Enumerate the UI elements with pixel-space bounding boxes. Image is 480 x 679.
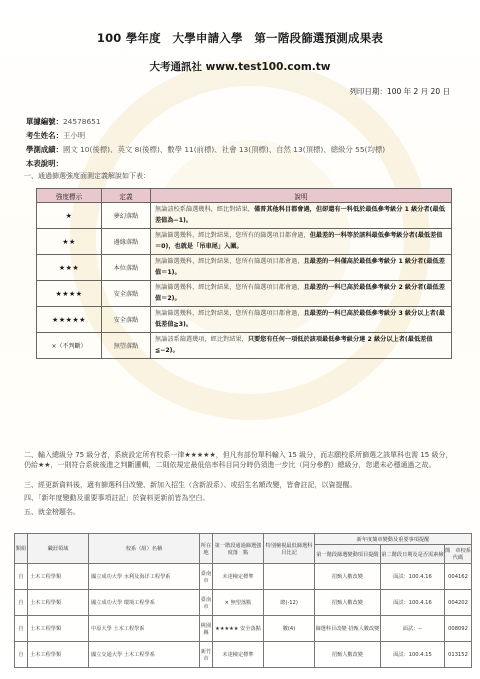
cell-school: 中原大學 土木工程學系 xyxy=(89,616,200,642)
cell-change-2: 面試：100.4.16 xyxy=(380,564,444,590)
cell-field: 土木工程學類 xyxy=(28,616,89,642)
legend-row xyxy=(37,307,452,333)
page-subtitle: 大考通訊社 www.test100.com.tw xyxy=(149,61,331,73)
cell-change-2: 面試：-- xyxy=(380,616,444,642)
col-location: 所在地 xyxy=(200,534,213,564)
cell-change-1: 招甄人數改變 xyxy=(315,642,381,668)
cell-school: 國立成功大學 環境工程學系 xyxy=(89,590,200,616)
cell-field: 土木工程學類 xyxy=(28,642,89,668)
legend-header-definition: 定義 xyxy=(102,189,151,203)
cell-group: 自 xyxy=(15,564,28,590)
student-scores-value: 國文 10(後標)、英文 8(後標)、數學 11(前標)、社會 13(頂標)、自然 13(頂標)、總級分 55(均標) xyxy=(62,145,386,154)
cell-group: 自 xyxy=(15,616,28,642)
student-id-row xyxy=(26,116,101,127)
student-id-label: 單據編號： xyxy=(26,117,63,126)
legend-row xyxy=(37,333,452,359)
cell-gap: 數(4) xyxy=(264,616,315,642)
cell-strength: 未達檢定標準 xyxy=(213,564,264,590)
note-2: 二、輸入總級分 75 級分者，系統設定所有校系一律★★★★★，但凡有部份單科輸入 15 級分，而志願校系所篩選之該單科也需 15 級分，仍給★★，一則符合系統後進之判斷邏輯，二則依規定最低倍率科目同分時仍須進一步比（同分參酌）總級分，您還未必穩通過之故。 xyxy=(24,451,453,469)
legend-header-strength: 強度標示 xyxy=(37,189,102,203)
results-table xyxy=(14,533,472,668)
legend-definition: 無望落點 xyxy=(102,333,151,359)
legend-definition: 邊緣落點 xyxy=(102,229,151,255)
cell-strength: ★★★★★ 安全落點 xyxy=(213,616,264,642)
col-change-2: 第二階段日期及是否需素檢 xyxy=(380,545,444,564)
note-1: 一、通過篩選強度面測定義解說如下表： xyxy=(24,172,150,180)
student-name-label: 考生姓名： xyxy=(26,131,63,140)
legend-definition: 夢幻落點 xyxy=(102,203,151,229)
legend-definition: 安全落點 xyxy=(102,281,151,307)
cell-change-2: 面試：100.4.16 xyxy=(380,590,444,616)
cell-field: 土木工程學類 xyxy=(28,564,89,590)
col-school: 校系（組）名稱 xyxy=(89,534,200,564)
table-row xyxy=(15,616,472,642)
legend-description: 無論該校系篩選幾科，經比對結果，僅普其他科目都會過，但卻還有一科低於最低參考級分 1 級分者(最低差值為−1)。 xyxy=(151,203,452,229)
legend-description: 無論篩選幾科，經比對結果，您所有篩選項目都會過，且最差的一科僅高於最低參考級分 1 級分者(最低差值＝1)。 xyxy=(151,255,452,281)
legend-stars: ★ xyxy=(37,203,102,229)
notes-heading xyxy=(26,158,63,169)
notes-label: 本表說明： xyxy=(26,159,63,168)
col-code: 簡 章校系代碼 xyxy=(445,545,472,564)
cell-location: 桃園縣 xyxy=(200,616,213,642)
legend-row xyxy=(37,229,452,255)
cell-change-1: 招甄人數改變 xyxy=(315,590,381,616)
cell-code: 013152 xyxy=(445,642,472,668)
legend-row xyxy=(37,281,452,307)
note-5: 五、就金榜題名。 xyxy=(24,508,80,516)
strength-legend-table xyxy=(36,188,452,359)
cell-code: 008092 xyxy=(445,616,472,642)
col-strength: 第一階段通過篩選強度落 點 xyxy=(213,534,264,564)
legend-description: 無論篩選幾科，經比對結果，您所有篩選項目都會過，且最差的一科已高於最低參考級分 2 級分者(最低差值＝2)。 xyxy=(151,281,452,307)
legend-row xyxy=(37,203,452,229)
student-name-row xyxy=(26,130,85,141)
print-date: 列印日期：100 年 2 月 20 日 xyxy=(349,87,450,96)
cell-change-1: 篩選科目改變 招甄人數改變 xyxy=(315,616,381,642)
student-name-value: 王小明 xyxy=(62,131,86,140)
student-scores-row xyxy=(26,144,385,155)
legend-stars: ★★★★★ xyxy=(37,307,102,333)
legend-description: 無論篩選幾科，經比對結果，您所有篩選項目都會過，且最差的一科已高於最低參考級分 3 級分以上者(最低差值≧3)。 xyxy=(151,307,452,333)
cell-change-1: 招甄人數改變 xyxy=(315,564,381,590)
legend-stars: ×（不判斷） xyxy=(37,333,102,359)
legend-stars: ★★ xyxy=(37,229,102,255)
cell-school: 國立成功大學 水利及海洋工程學系 xyxy=(89,564,200,590)
table-row xyxy=(15,590,472,616)
table-row xyxy=(15,642,472,668)
cell-location: 新竹市 xyxy=(200,642,213,668)
legend-definition: 安全落點 xyxy=(102,307,151,333)
note-3: 三、經更新資料後，適有篩選科目改變、新加入招生（含新設系）、或招生名額改變，皆會註記，以資提醒。 xyxy=(24,481,357,489)
cell-strength: 未達檢定標準 xyxy=(213,642,264,668)
legend-definition: 本位落點 xyxy=(102,255,151,281)
col-field: 職涯領域 xyxy=(28,534,89,564)
col-changes: 新年度簡章變動及重要事項提醒 xyxy=(315,534,472,545)
col-group: 類組 xyxy=(15,534,28,564)
cell-strength: × 無望落點 xyxy=(213,590,264,616)
col-gap: 特別檢視最低篩選科目比記 xyxy=(264,534,315,564)
page-title: 100 學年度 大學申請入學 第一階段篩選預測成果表 xyxy=(96,31,384,45)
student-scores-label: 學測成績： xyxy=(26,145,63,154)
legend-description: 無論該系篩選幾項，經比對結果，只要您有任何一項低於該項最低參考級分達 2 級分以上者(最低差值≦−2)。 xyxy=(151,333,452,359)
cell-school: 國立交通大學 土木工程學系 xyxy=(89,642,200,668)
table-row xyxy=(15,564,472,590)
cell-gap xyxy=(264,564,315,590)
cell-code: 004162 xyxy=(445,564,472,590)
cell-group: 自 xyxy=(15,590,28,616)
legend-header-description: 說明 xyxy=(151,189,452,203)
cell-gap xyxy=(264,642,315,668)
legend-row xyxy=(37,255,452,281)
cell-gap: 總(-12) xyxy=(264,590,315,616)
cell-change-2: 面試：100.4.15 xyxy=(380,642,444,668)
col-change-1: 第一階段篩選變動項目提醒 xyxy=(315,545,381,564)
cell-group: 自 xyxy=(15,642,28,668)
note-4: 四、「新年度變動及重要事項註記」於資料更新前皆為空白。 xyxy=(24,494,210,502)
student-id-value: 24578651 xyxy=(62,117,101,126)
legend-stars: ★★★ xyxy=(37,255,102,281)
cell-location: 臺南市 xyxy=(200,564,213,590)
cell-code: 004202 xyxy=(445,590,472,616)
legend-description: 無論篩選幾科，經比對結果，您所有的篩選項目都會過，但最差的一科等於該科最低參考級分者(最低差值＝0)，也就是「吊車尾」入圍。 xyxy=(151,229,452,255)
cell-field: 土木工程學類 xyxy=(28,590,89,616)
cell-location: 臺南市 xyxy=(200,590,213,616)
legend-stars: ★★★★ xyxy=(37,281,102,307)
